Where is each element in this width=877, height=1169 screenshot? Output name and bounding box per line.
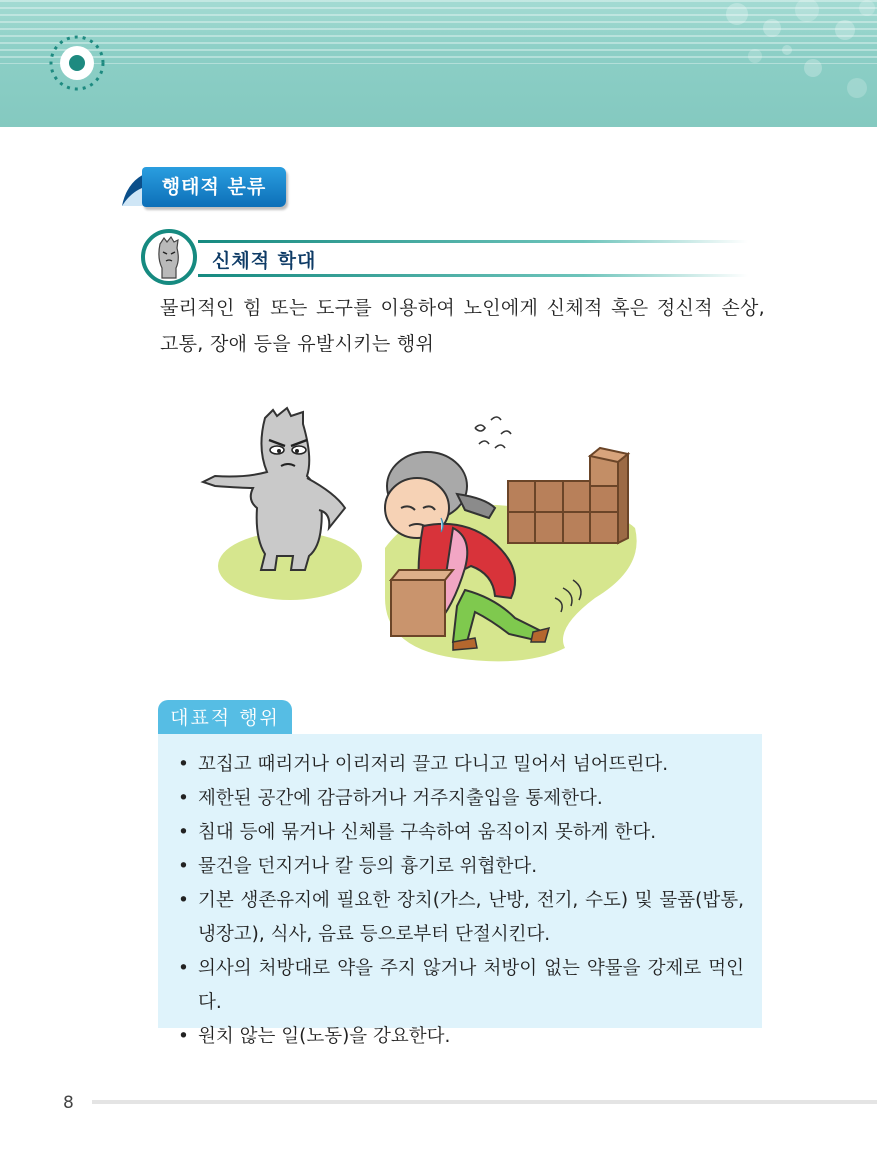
section-tag <box>118 166 286 210</box>
list-item <box>178 748 744 782</box>
bullet-icon: • <box>178 754 189 775</box>
list-item <box>178 782 744 816</box>
bullet-icon: • <box>178 1026 189 1047</box>
list-item-text: 기본 생존유지에 필요한 장치(가스, 난방, 전기, 수도) 및 물품(밥통, 냉장고), 식사, 음료 등으로부터 단절시킨다. <box>198 890 744 945</box>
list-item <box>178 1020 744 1054</box>
list-item <box>178 884 744 952</box>
bullet-icon: • <box>178 822 189 843</box>
list-item-text: 꼬집고 때리거나 이리저리 끌고 다니고 밀어서 넘어뜨린다. <box>198 754 669 775</box>
representative-acts-box <box>158 734 762 1047</box>
definition-text: 물리적인 힘 또는 도구를 이용하여 노인에게 신체적 혹은 정신적 손상, 고통, 장애 등을 유발시키는 행위 <box>160 297 765 355</box>
list-item-text: 제한된 공간에 감금하거나 거주지출입을 통제한다. <box>198 788 603 809</box>
list-item-text: 의사의 처방대로 약을 주지 않거나 처방이 없는 약물을 강제로 먹인다. <box>198 958 744 1013</box>
list-item <box>178 952 744 1020</box>
subsection-title: 신체적 학대 <box>212 250 317 272</box>
list-item-text: 원치 않는 일(노동)을 강요한다. <box>198 1026 451 1047</box>
bullet-icon: • <box>178 890 189 911</box>
ring-dot-icon <box>44 30 110 96</box>
list-item <box>178 816 744 850</box>
bullet-icon: • <box>178 856 189 877</box>
heading-rule-top <box>198 240 748 243</box>
heading-rule-bottom <box>198 274 748 277</box>
representative-acts-label: 대표적 행위 <box>158 700 292 736</box>
page-number: 8 <box>63 1093 74 1113</box>
list-item-text: 침대 등에 묶거나 신체를 구속하여 움직이지 못하게 한다. <box>198 822 657 843</box>
section-tag-label: 행태적 분류 <box>142 167 286 207</box>
acts-list <box>158 734 762 1054</box>
list-item-text: 물건을 던지거나 칼 등의 흉기로 위협한다. <box>198 856 538 877</box>
elder-abuse-cartoon-icon <box>195 398 655 666</box>
footer-rule <box>92 1100 877 1104</box>
list-item <box>178 850 744 884</box>
subsection-heading <box>140 228 750 288</box>
character-face-icon <box>140 228 198 286</box>
decorative-bubbles <box>717 0 877 110</box>
bullet-icon: • <box>178 788 189 809</box>
bullet-icon: • <box>178 958 189 979</box>
header-band <box>0 0 877 127</box>
